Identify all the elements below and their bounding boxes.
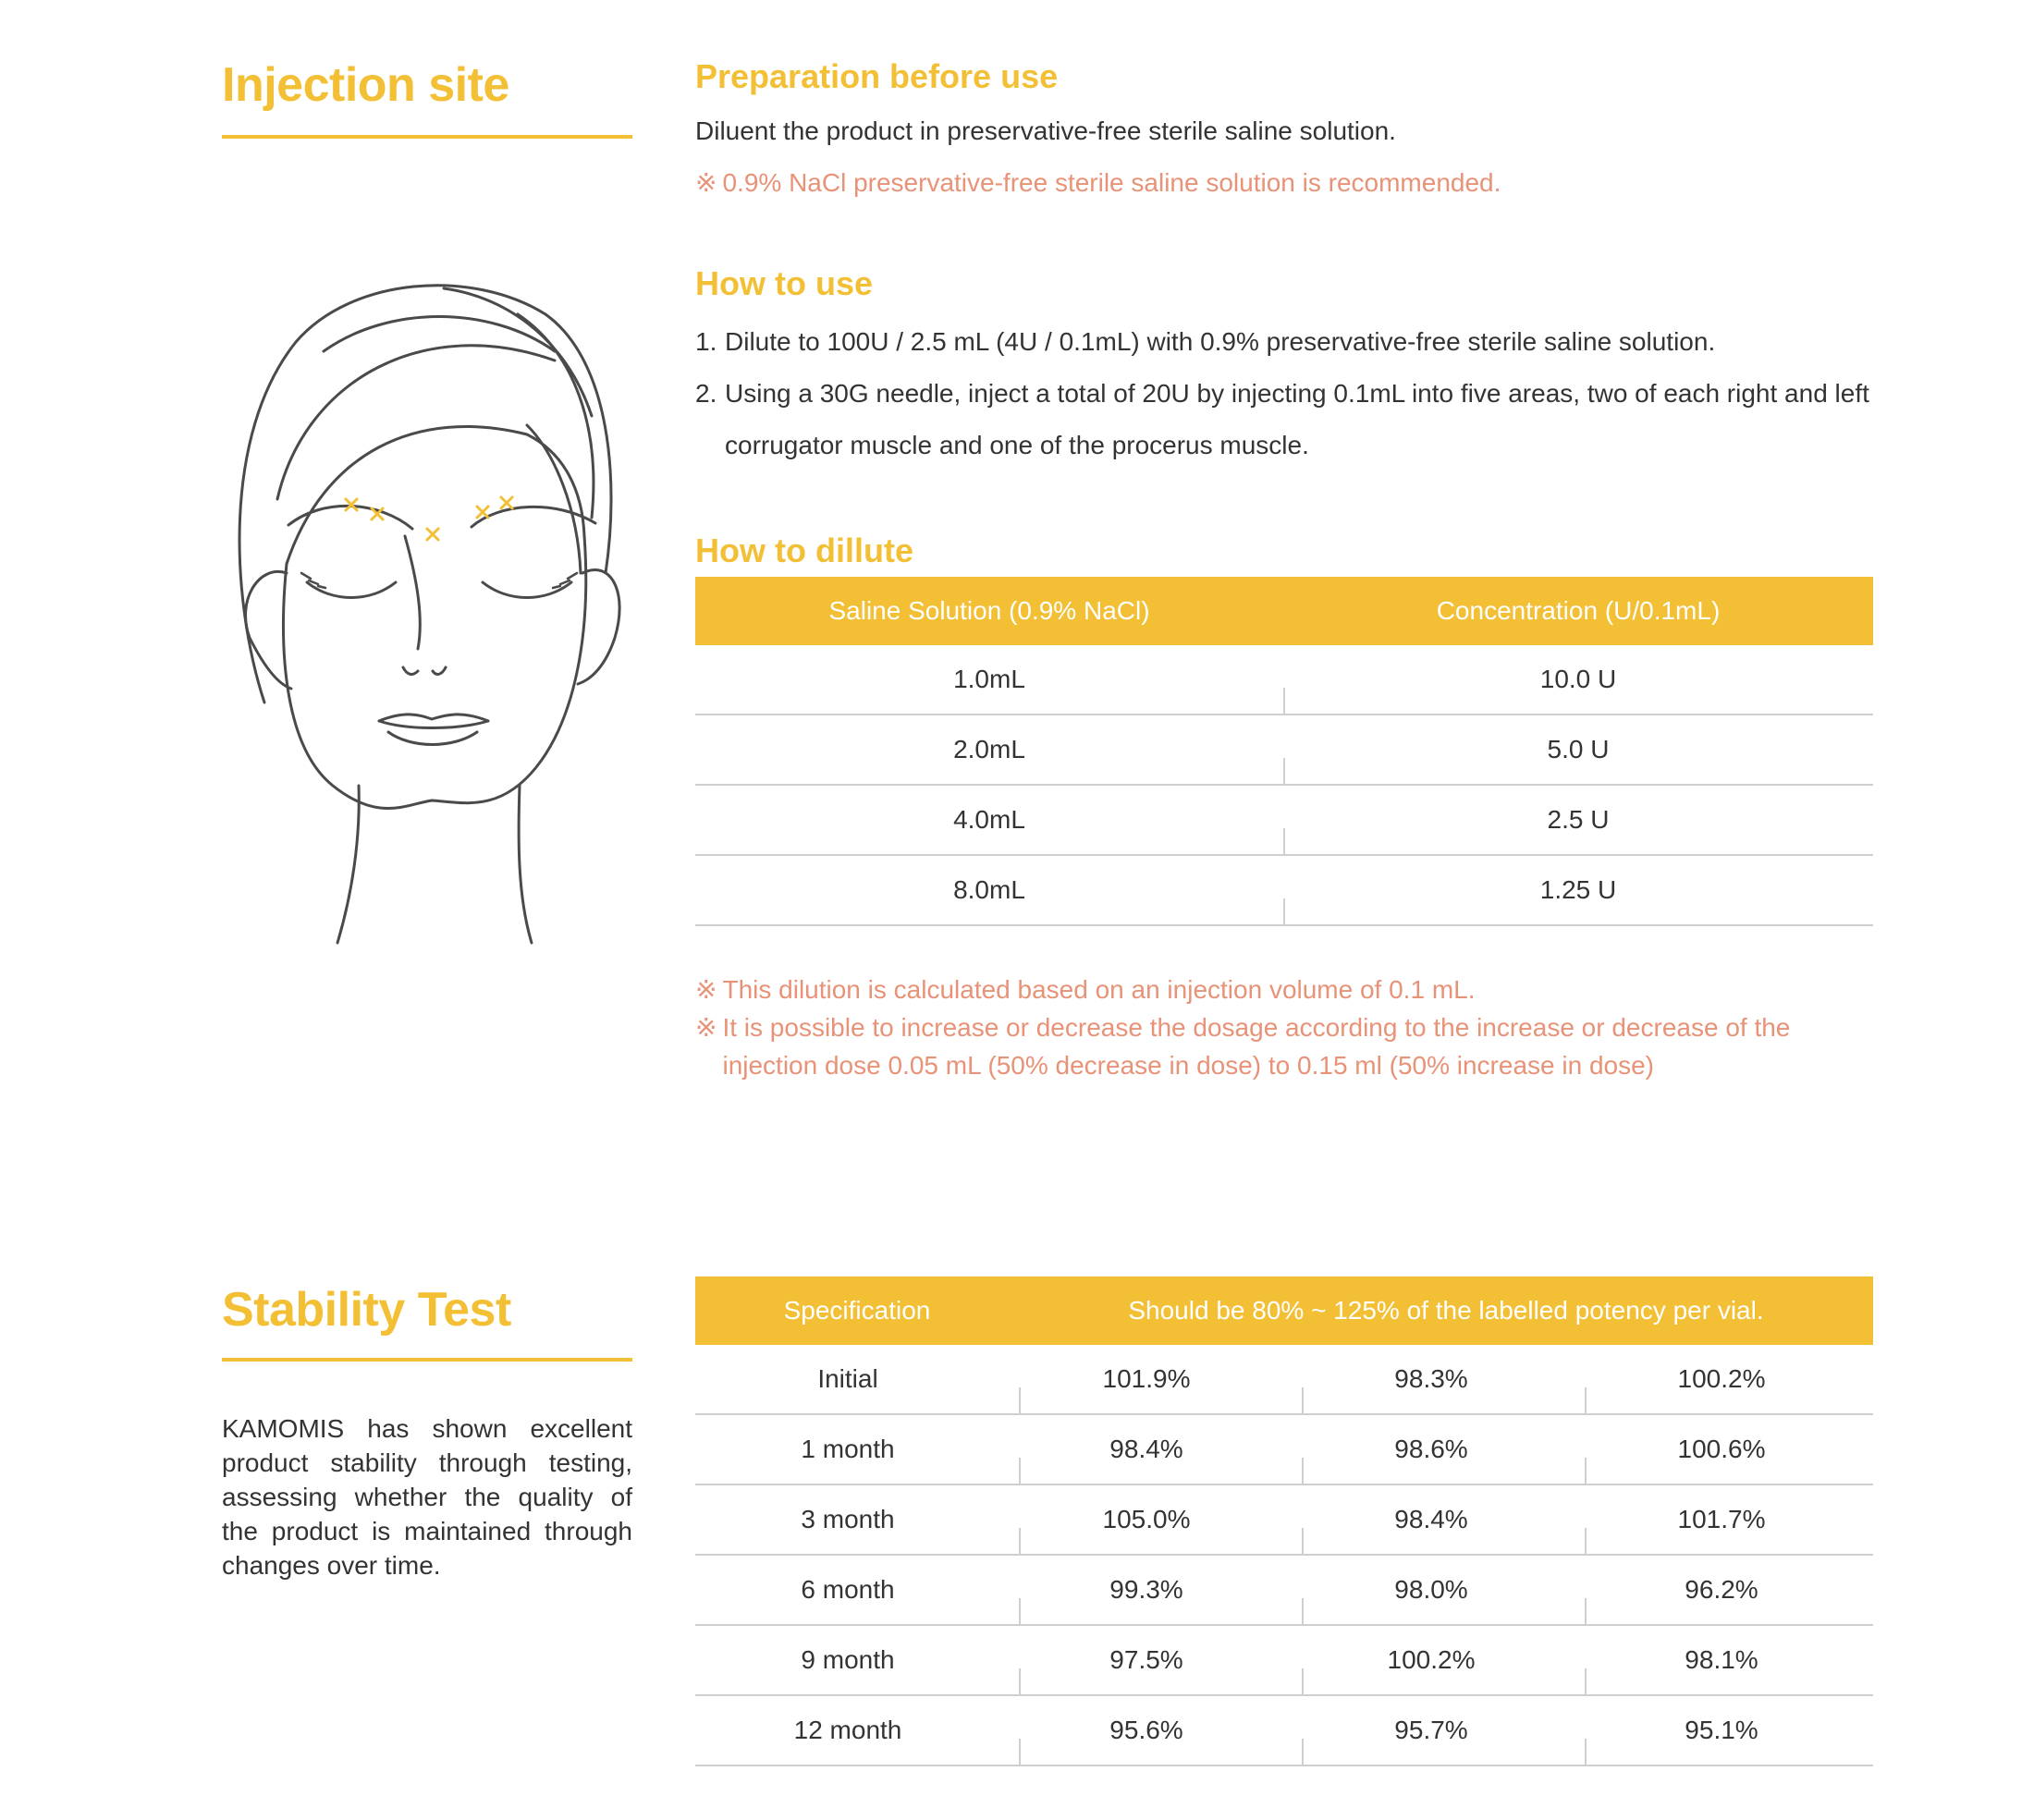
period-cell: 12 month [793,1716,902,1744]
value-cell: 97.5% [1109,1645,1183,1674]
preparation-heading: Preparation before use [695,57,1059,95]
dilution-table [695,577,1873,926]
period-cell: 9 month [801,1645,895,1674]
cell-divider [1302,1458,1304,1484]
table-header [695,1276,1873,1345]
dilution-note [695,971,1888,1008]
value-cell: 95.1% [1685,1716,1758,1744]
value-cell: 101.9% [1102,1364,1191,1393]
injection-point-marker [346,497,512,540]
value-cell: 100.2% [1387,1645,1476,1674]
dilution-note-text: It is possible to increase or decrease the dosage according to the increase or decrease of the injection dose 0.05 mL (50% decrease in dose) to 0.15 ml (50% increase in dose) [722,1013,1791,1080]
dilution-note-text: This dilution is calculated based on an injection volume of 0.1 mL. [722,975,1476,1004]
value-cell: 105.0% [1102,1505,1191,1533]
cell-divider [1585,1668,1587,1694]
cell-divider [1302,1739,1304,1765]
value-cell: 98.0% [1394,1575,1468,1604]
how-to-use-heading: How to use [695,264,874,302]
value-cell: 100.6% [1677,1435,1766,1463]
value-cell: 96.2% [1685,1575,1758,1604]
face-illustration [222,268,647,952]
table-row [695,1556,1873,1626]
cell-divider [1283,688,1285,714]
table-row [695,715,1873,786]
period-cell: 3 month [801,1505,895,1533]
injection-site-title: Injection site [222,58,509,112]
cell-divider [1283,828,1285,854]
column-header-saline: Saline Solution (0.9% NaCl) [828,596,1150,625]
step-number: 2. [695,379,717,408]
value-cell: 95.6% [1109,1716,1183,1744]
concentration-cell: 1.25 U [1539,875,1617,904]
how-to-dilute-heading: How to dillute [695,531,913,569]
table-row [695,786,1873,856]
column-header-concentration: Concentration (U/0.1mL) [1436,596,1721,625]
dilution-note [695,1008,1888,1084]
preparation-note [695,167,1501,198]
saline-cell: 4.0mL [953,805,1025,834]
cell-divider [1019,1739,1021,1765]
table-row [695,1696,1873,1766]
table-row [695,1485,1873,1556]
cell-divider [1019,1458,1021,1484]
value-cell: 98.1% [1685,1645,1758,1674]
table-row [695,1415,1873,1485]
value-cell: 100.2% [1677,1364,1766,1393]
column-header-potency-spec: Should be 80% ~ 125% of the labelled potency per vial. [1128,1296,1764,1325]
preparation-body: Diluent the product in preservative-free sterile saline solution. [695,116,1396,145]
cell-divider [1019,1598,1021,1624]
value-cell: 101.7% [1677,1505,1766,1533]
step-number: 1. [695,327,717,356]
dilution-notes [695,971,1888,1084]
stability-description: KAMOMIS has shown excellent product stability through testing, assessing whether the quality of the product is maintained through changes over time. [222,1414,632,1580]
cell-divider [1283,758,1285,784]
stability-test-rule [222,1358,632,1362]
saline-cell: 1.0mL [953,665,1025,693]
value-cell: 98.3% [1394,1364,1468,1393]
value-cell: 95.7% [1394,1716,1468,1744]
table-row [695,856,1873,926]
concentration-cell: 2.5 U [1547,805,1610,834]
how-to-use-steps [695,316,1888,471]
cell-divider [1019,1528,1021,1554]
cell-divider [1019,1668,1021,1694]
cell-divider [1302,1387,1304,1413]
cell-divider [1585,1598,1587,1624]
cell-divider [1019,1387,1021,1413]
preparation-note-text: 0.9% NaCl preservative-free sterile saline solution is recommended. [722,168,1501,197]
note-mark: ※ [695,975,717,1004]
cell-divider [1585,1528,1587,1554]
stability-test-title: Stability Test [222,1283,511,1337]
table-row [695,1626,1873,1696]
period-cell: 1 month [801,1435,895,1463]
period-cell: 6 month [801,1575,895,1604]
period-cell: Initial [817,1364,878,1393]
table-row [695,645,1873,715]
note-mark: ※ [695,168,717,197]
cell-divider [1302,1528,1304,1554]
saline-cell: 8.0mL [953,875,1025,904]
step-text: Using a 30G needle, inject a total of 20U by injecting 0.1mL into five areas, two of each right and left corrugator muscle and one of the procerus muscle. [725,379,1869,459]
concentration-cell: 5.0 U [1547,735,1610,763]
step-text: Dilute to 100U / 2.5 mL (4U / 0.1mL) with 0.9% preservative-free sterile saline solution. [725,327,1716,356]
list-item [695,368,1888,471]
value-cell: 98.4% [1394,1505,1468,1533]
column-header-specification: Specification [783,1296,931,1325]
list-item [695,316,1888,368]
table-row [695,1345,1873,1415]
concentration-cell: 10.0 U [1539,665,1617,693]
cell-divider [1302,1668,1304,1694]
value-cell: 98.6% [1394,1435,1468,1463]
cell-divider [1585,1739,1587,1765]
note-mark: ※ [695,1013,717,1042]
cell-divider [1585,1458,1587,1484]
injection-site-rule [222,135,632,139]
cell-divider [1302,1598,1304,1624]
saline-cell: 2.0mL [953,735,1025,763]
value-cell: 99.3% [1109,1575,1183,1604]
value-cell: 98.4% [1109,1435,1183,1463]
cell-divider [1585,1387,1587,1413]
stability-table [695,1276,1873,1766]
cell-divider [1283,898,1285,924]
table-header [695,577,1873,645]
